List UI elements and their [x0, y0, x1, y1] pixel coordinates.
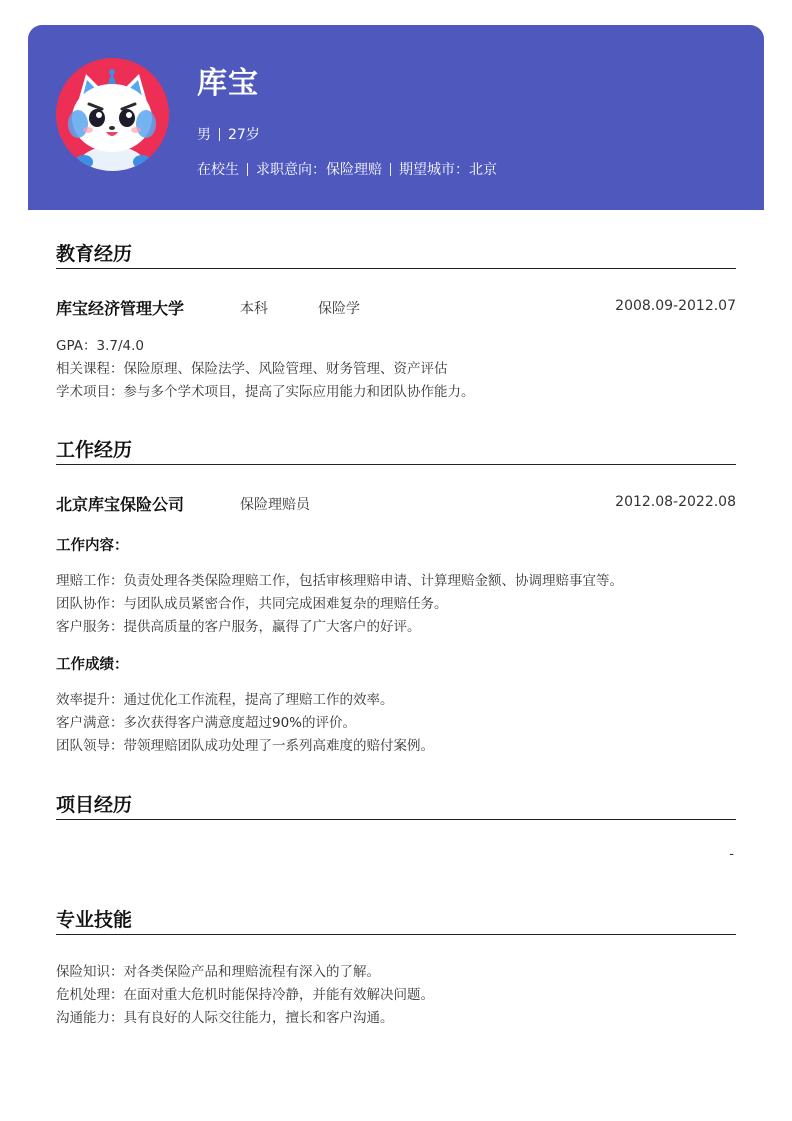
project-placeholder: - — [729, 847, 734, 862]
education-date: 2008.09-2012.07 — [615, 298, 736, 314]
basic-info-line — [197, 124, 260, 144]
job-info-line — [197, 159, 497, 179]
cat-mascot-icon — [56, 58, 169, 171]
job-intention: 求职意向：保险理赔 — [256, 162, 382, 178]
section-title: 项目经历 — [56, 790, 736, 820]
school-name: 库宝经济管理大学 — [56, 299, 185, 318]
education-section — [56, 239, 736, 399]
list-item: 客户服务：提供高质量的客户服务，赢得了广大客户的好评。 — [56, 619, 421, 635]
skills-section — [56, 905, 736, 1035]
list-item: 理赔工作：负责处理各类保险理赔工作，包括审核理赔申请、计算理赔金额、协调理赔事宜等。 — [56, 573, 623, 589]
separator — [219, 128, 220, 141]
work-achievements-title: 工作成绩： — [56, 657, 129, 673]
work-row — [56, 492, 736, 514]
age: 27岁 — [228, 127, 260, 143]
work-section — [56, 435, 736, 755]
projects-line: 学术项目：参与多个学术项目，提高了实际应用能力和团队协作能力。 — [56, 384, 475, 400]
separator — [247, 163, 248, 176]
project-section — [56, 790, 736, 870]
avatar — [56, 58, 169, 171]
list-item: 客户满意：多次获得客户满意度超过90%的评价。 — [56, 715, 357, 731]
list-item: 沟通能力：具有良好的人际交往能力，擅长和客户沟通。 — [56, 1010, 394, 1026]
list-item: 团队领导：带领理赔团队成功处理了一系列高难度的赔付案例。 — [56, 738, 434, 754]
gender: 男 — [197, 127, 211, 143]
list-item: 保险知识：对各类保险产品和理赔流程有深入的了解。 — [56, 964, 380, 980]
work-content-title: 工作内容： — [56, 538, 129, 554]
degree: 本科 — [240, 301, 268, 317]
list-item: 效率提升：通过优化工作流程，提高了理赔工作的效率。 — [56, 692, 394, 708]
section-title: 教育经历 — [56, 239, 736, 269]
education-row — [56, 296, 736, 318]
courses-line: 相关课程：保险原理、保险法学、风险管理、财务管理、资产评估 — [56, 361, 448, 377]
major: 保险学 — [318, 301, 360, 317]
work-date: 2012.08-2022.08 — [615, 494, 736, 510]
status: 在校生 — [197, 162, 239, 178]
gpa-line: GPA：3.7/4.0 — [56, 338, 144, 354]
resume-header — [28, 25, 764, 210]
list-item: 危机处理：在面对重大危机时能保持冷静，并能有效解决问题。 — [56, 987, 434, 1003]
section-title: 专业技能 — [56, 905, 736, 935]
section-title: 工作经历 — [56, 435, 736, 465]
candidate-name: 库宝 — [197, 66, 259, 101]
separator — [390, 163, 391, 176]
list-item: 团队协作：与团队成员紧密合作，共同完成困难复杂的理赔任务。 — [56, 596, 448, 612]
expected-city: 期望城市：北京 — [399, 162, 497, 178]
position: 保险理赔员 — [240, 497, 310, 513]
company-name: 北京库宝保险公司 — [56, 495, 185, 514]
